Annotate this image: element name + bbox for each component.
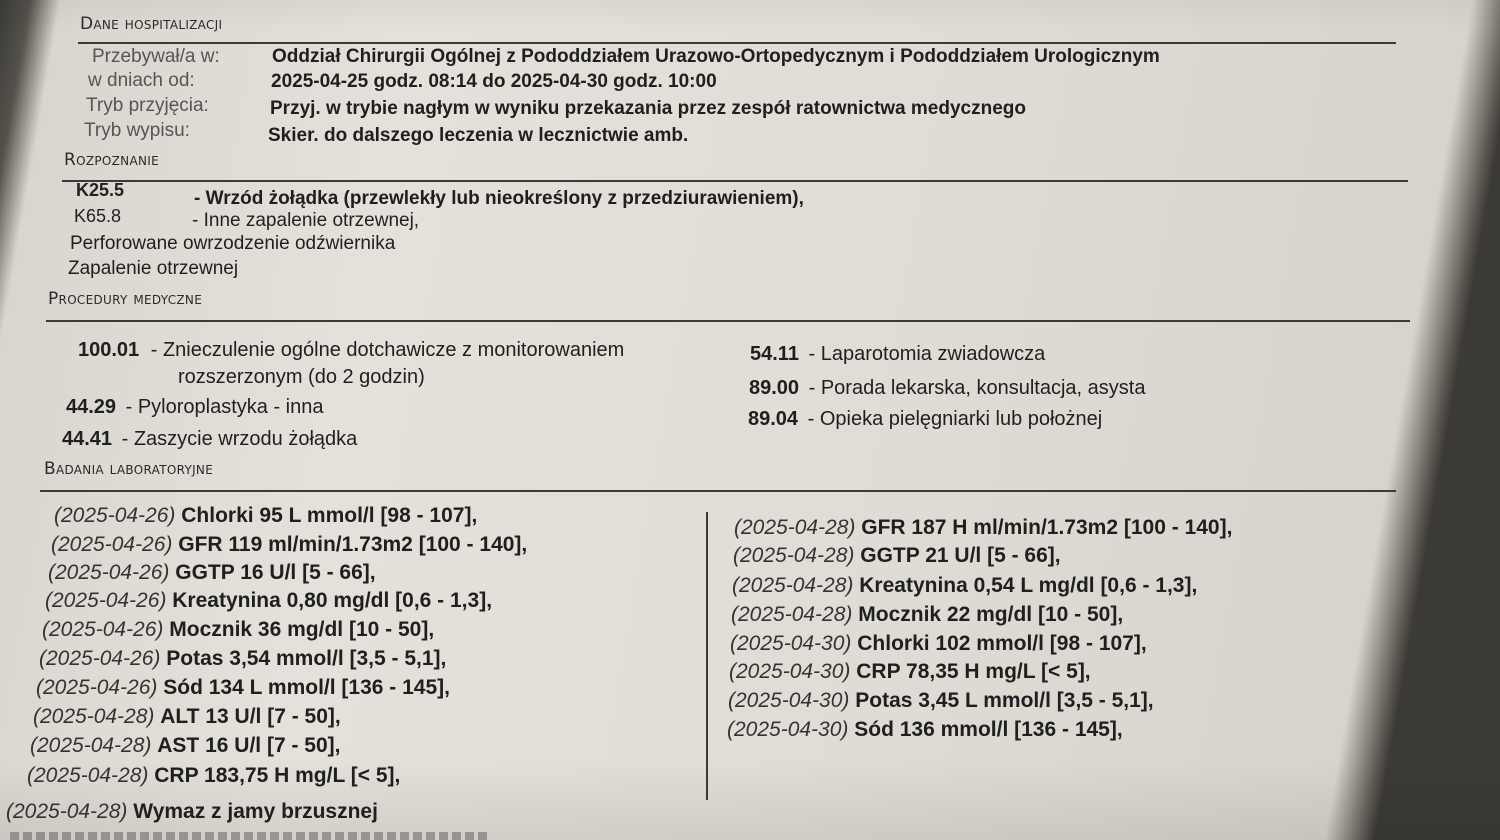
lab-result [51, 533, 527, 557]
field-value-admission: Przyj. w trybie nagłym w wyniku przekazania przez zespół ratownictwa medycznego [270, 98, 1026, 119]
lab-date: (2025-04-28) [30, 734, 152, 757]
lab-value: Kreatynina 0,54 L mg/dl [0,6 - 1,3], [859, 574, 1198, 597]
lab-date: (2025-04-30) [728, 689, 850, 712]
lab-value: Kreatynina 0,80 mg/dl [0,6 - 1,3], [172, 589, 493, 612]
lab-result [728, 689, 1154, 713]
lab-value: GGTP 21 U/l [5 - 66], [860, 544, 1061, 567]
diagnosis-note: Zapalenie otrzewnej [68, 258, 239, 279]
cut-off-text-line [10, 832, 490, 840]
lab-value: Mocznik 22 mg/dl [10 - 50], [858, 603, 1124, 626]
diagnosis-code: K65.8 [74, 206, 122, 226]
field-label-admission: Tryb przyjęcia: [86, 95, 209, 116]
lab-value: Potas 3,45 L mmol/l [3,5 - 5,1], [855, 689, 1154, 712]
lab-result [54, 504, 477, 528]
section-title-hospitalization: Dane hospitalizacji [80, 14, 223, 34]
divider [78, 42, 1396, 44]
lab-result [727, 718, 1123, 742]
procedure-text: - Zaszycie wrzodu żołądka [121, 428, 358, 450]
lab-date: (2025-04-30) [729, 660, 851, 683]
lab-result [734, 516, 1232, 540]
lab-result [27, 764, 400, 788]
field-label-discharge: Tryb wypisu: [84, 120, 190, 141]
lab-date: (2025-04-28) [27, 764, 149, 787]
lab-value: Mocznik 36 mg/dl [10 - 50], [169, 618, 435, 641]
procedure-text: - Opieka pielęgniarki lub położnej [807, 408, 1103, 430]
lab-result [6, 800, 378, 824]
lab-result [731, 603, 1123, 627]
lab-date: (2025-04-26) [36, 676, 158, 699]
lab-result [729, 660, 1091, 684]
lab-result [45, 589, 492, 613]
lab-date: (2025-04-26) [48, 561, 170, 584]
section-title-diagnosis: Rozpoznanie [64, 150, 159, 170]
lab-date: (2025-04-28) [733, 544, 855, 567]
lab-date: (2025-04-28) [731, 603, 853, 626]
lab-result [33, 705, 341, 729]
lab-date: (2025-04-26) [45, 589, 167, 612]
lab-date: (2025-04-28) [734, 516, 856, 539]
procedure-text: - Pyloroplastyka - inna [125, 396, 324, 418]
lab-value: Sód 136 mmol/l [136 - 145], [854, 718, 1123, 741]
lab-value: Wymaz z jamy brzusznej [133, 800, 378, 823]
lab-result [730, 632, 1147, 656]
procedure-text: - Laparotomia zwiadowcza [808, 343, 1046, 365]
lab-value: GGTP 16 U/l [5 - 66], [175, 561, 376, 584]
procedure-item [749, 377, 1145, 400]
lab-date: (2025-04-26) [39, 647, 161, 670]
lab-date: (2025-04-26) [51, 533, 173, 556]
field-value-ward: Oddział Chirurgii Ogólnej z Pododdziałem Urazowo-Ortopedycznym i Pododdziałem Urologicznym [272, 46, 1160, 67]
lab-date: (2025-04-30) [727, 718, 849, 741]
lab-value: GFR 119 ml/min/1.73m2 [100 - 140], [178, 533, 528, 556]
lab-result [39, 647, 446, 671]
section-title-labs: Badania laboratoryjne [44, 459, 214, 479]
lab-result [733, 544, 1061, 568]
lab-value: Potas 3,54 mmol/l [3,5 - 5,1], [166, 647, 447, 670]
lab-value: CRP 78,35 H mg/L [< 5], [856, 660, 1091, 683]
diagnosis-text: - Inne zapalenie otrzewnej, [192, 210, 420, 231]
lab-value: CRP 183,75 H mg/L [< 5], [154, 764, 401, 787]
field-value-discharge: Skier. do dalszego leczenia w lecznictwie amb. [268, 125, 689, 146]
lab-date: (2025-04-28) [732, 574, 854, 597]
procedure-code: 89.00 [749, 377, 800, 399]
lab-value: AST 16 U/l [7 - 50], [157, 734, 341, 757]
procedure-code: 54.11 [750, 343, 799, 365]
lab-date: (2025-04-26) [42, 618, 164, 641]
lab-date: (2025-04-26) [54, 504, 176, 527]
section-title-procedures: Procedury medyczne [48, 289, 203, 309]
procedure-item [78, 339, 624, 362]
procedure-text-continued: rozszerzonym (do 2 godzin) [178, 366, 425, 388]
procedure-item [66, 396, 324, 419]
field-value-dates: 2025-04-25 godz. 08:14 do 2025-04-30 godz. 10:00 [271, 71, 717, 92]
divider [46, 320, 1410, 322]
field-label-ward: Przebywał/a w: [92, 46, 220, 67]
lab-value: GFR 187 H ml/min/1.73m2 [100 - 140], [861, 516, 1233, 539]
lab-result [30, 734, 340, 758]
divider [62, 180, 1408, 182]
lab-value: ALT 13 U/l [7 - 50], [160, 705, 341, 728]
column-divider [706, 512, 708, 800]
procedure-code: 100.01 [78, 339, 140, 361]
procedure-item [62, 428, 357, 451]
lab-date: (2025-04-30) [730, 632, 852, 655]
lab-date: (2025-04-28) [33, 705, 155, 728]
lab-date: (2025-04-28) [6, 800, 128, 823]
divider [40, 490, 1396, 492]
lab-result [42, 618, 434, 642]
lab-value: Chlorki 95 L mmol/l [98 - 107], [181, 504, 478, 527]
lab-result [48, 561, 376, 585]
procedure-code: 44.29 [66, 396, 117, 418]
procedure-text: - Znieczulenie ogólne dotchawicze z monitorowaniem [150, 339, 625, 361]
procedure-code: 89.04 [748, 408, 799, 430]
lab-value: Sód 134 L mmol/l [136 - 145], [163, 676, 450, 699]
lab-value: Chlorki 102 mmol/l [98 - 107], [857, 632, 1147, 655]
procedure-text: - Porada lekarska, konsultacja, asysta [808, 377, 1146, 399]
lab-result [732, 574, 1197, 598]
procedure-item [748, 408, 1102, 431]
diagnosis-code: K25.5 [76, 180, 125, 200]
procedure-item [750, 343, 1045, 366]
diagnosis-note: Perforowane owrzodzenie odźwiernika [70, 233, 396, 254]
procedure-code: 44.41 [62, 428, 113, 450]
field-label-dates: w dniach od: [88, 70, 195, 91]
diagnosis-text: - Wrzód żołądka (przewlekły lub nieokreślony z przedziurawieniem), [194, 188, 804, 209]
lab-result [36, 676, 450, 700]
